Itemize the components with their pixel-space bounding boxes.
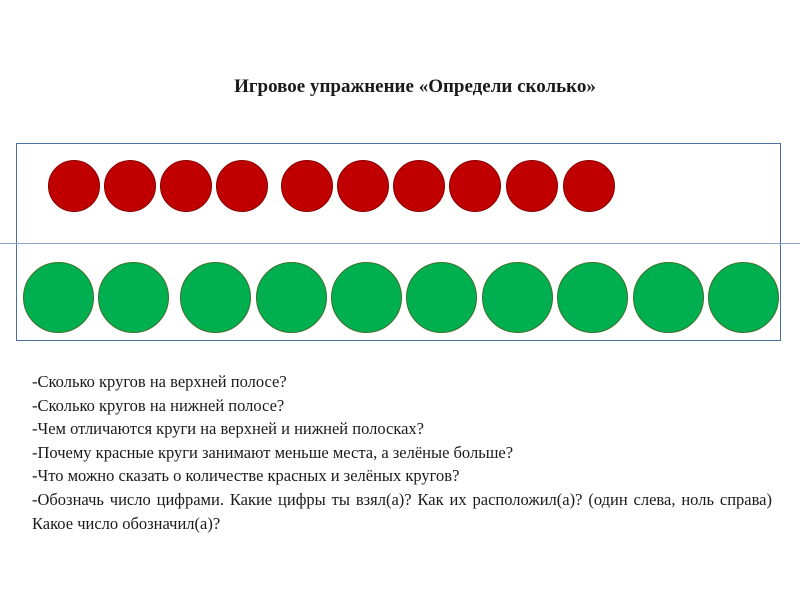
red-circle [393, 160, 445, 212]
red-circle [160, 160, 212, 212]
questions-list [32, 370, 772, 535]
red-circle [104, 160, 156, 212]
green-circle [23, 262, 94, 333]
green-circle [256, 262, 327, 333]
exercise-title: Игровое упражнение «Определи сколько» [234, 76, 596, 97]
green-circle [482, 262, 553, 333]
green-circle [708, 262, 779, 333]
question-item: -Почему красные круги занимают меньше места, а зелёные больше? [32, 442, 514, 462]
red-circle [506, 160, 558, 212]
green-circle [557, 262, 628, 333]
question-item: -Чем отличаются круги на верхней и нижней полосках? [32, 419, 424, 439]
red-circle [449, 160, 501, 212]
red-circle [48, 160, 100, 212]
green-circle [331, 262, 402, 333]
green-circle [98, 262, 169, 333]
red-circle [337, 160, 389, 212]
red-circle [281, 160, 333, 212]
strip-divider [0, 243, 800, 244]
question-item: -Обозначь число цифрами. Какие цифры ты взял(а)? Как их расположил(а)? (один слева, ноль справа) Какое число обозначил(а)? [32, 489, 772, 533]
red-circle [563, 160, 615, 212]
question-item: -Что можно сказать о количестве красных и зелёных кругов? [32, 466, 460, 486]
question-item: -Сколько кругов на верхней полосе? [32, 372, 287, 391]
green-circle [180, 262, 251, 333]
red-circle [216, 160, 268, 212]
green-circle [633, 262, 704, 333]
green-circle [406, 262, 477, 333]
question-item: -Сколько кругов на нижней полосе? [32, 395, 285, 415]
